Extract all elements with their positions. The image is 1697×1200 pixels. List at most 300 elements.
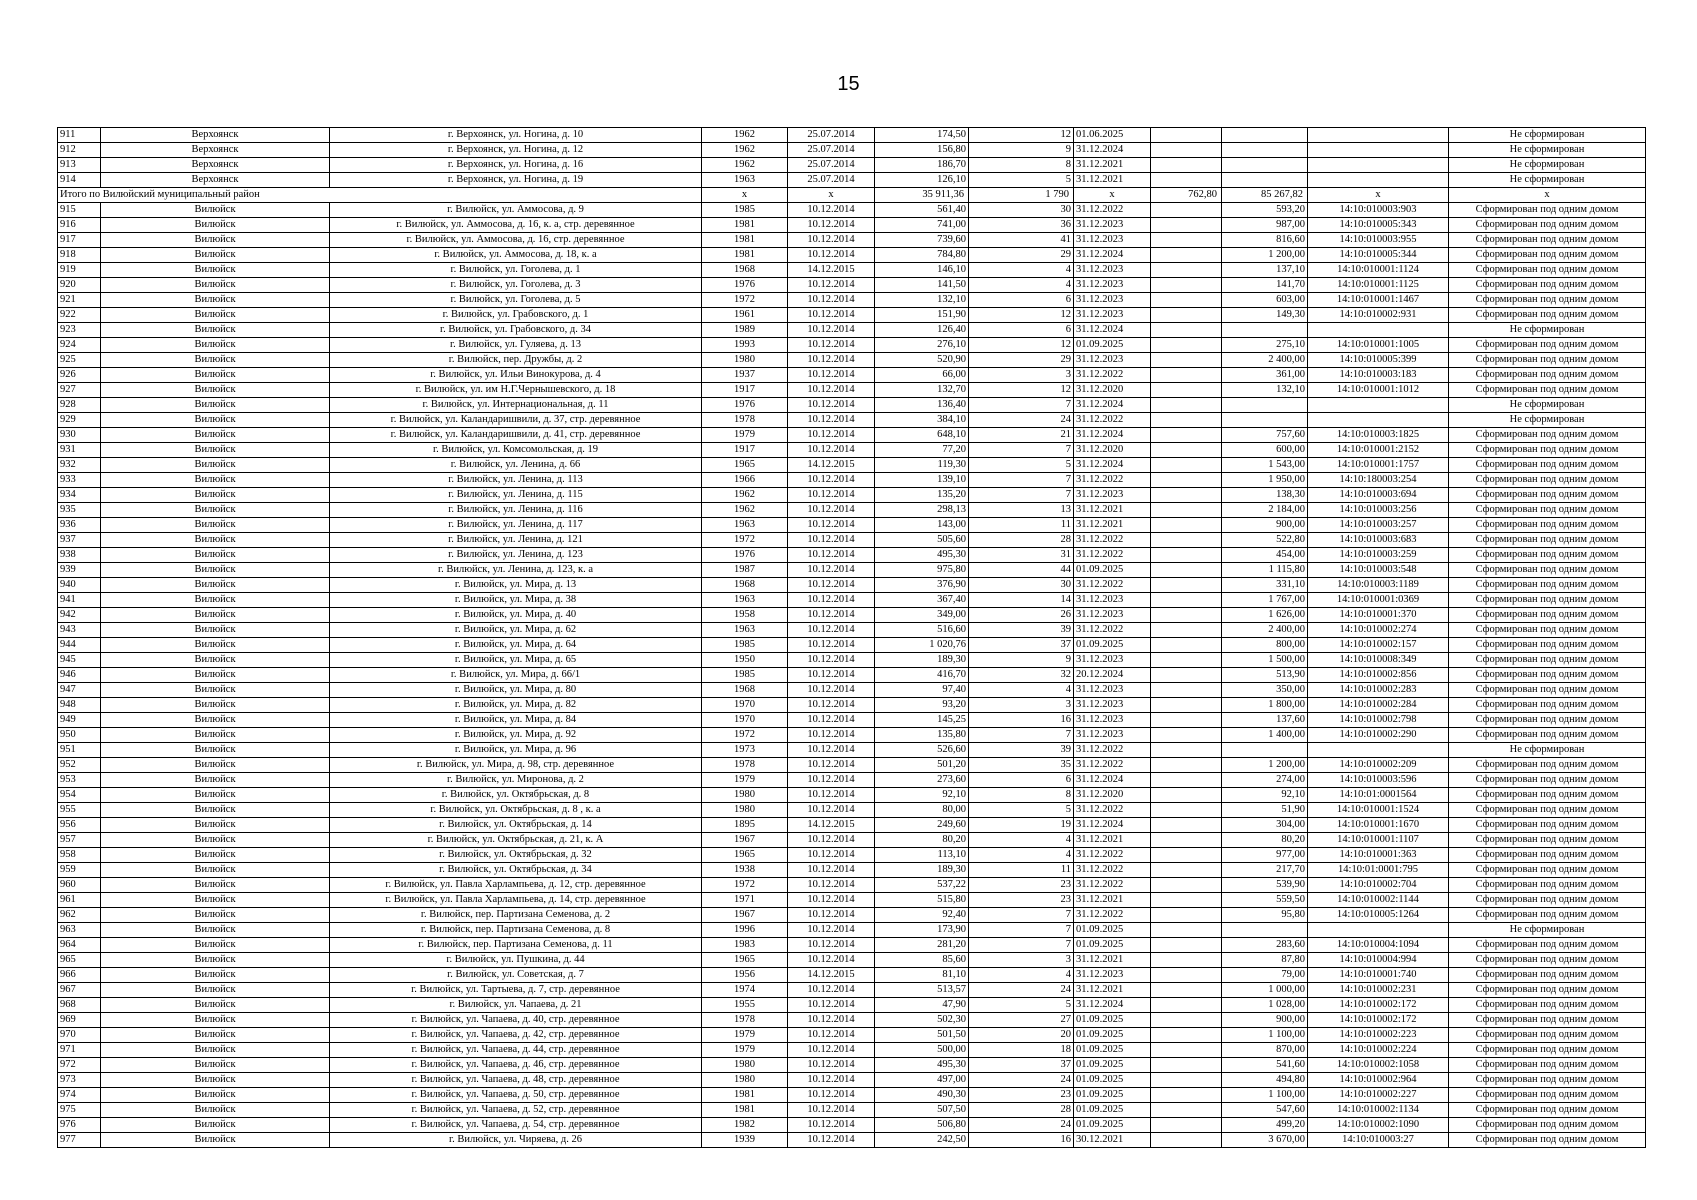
land-area-extra (1151, 1058, 1222, 1073)
year-built: 1895 (702, 818, 788, 833)
address: г. Вилюйск, ул. Комсомольская, д. 19 (330, 443, 702, 458)
year-built: 1981 (702, 248, 788, 263)
residents-count: 41 (969, 233, 1074, 248)
address: г. Вилюйск, ул. Чапаева, д. 44, стр. деревянное (330, 1043, 702, 1058)
address: г. Вилюйск, ул. Ленина, д. 123, к. а (330, 563, 702, 578)
land-status: Сформирован под одним домом (1449, 263, 1646, 278)
land-area-extra (1151, 503, 1222, 518)
land-area (1222, 128, 1308, 143)
row-number: 965 (58, 953, 101, 968)
year-built: 1979 (702, 1043, 788, 1058)
residents-count: 20 (969, 1028, 1074, 1043)
area: 416,70 (875, 668, 969, 683)
area: 92,10 (875, 788, 969, 803)
table-row (58, 953, 1646, 968)
year-built: 1962 (702, 488, 788, 503)
address: г. Вилюйск, ул. Аммосова, д. 16, стр. деревянное (330, 233, 702, 248)
table-row (58, 398, 1646, 413)
land-area: 1 543,00 (1222, 458, 1308, 473)
address: г. Вилюйск, ул. Мира, д. 66/1 (330, 668, 702, 683)
land-area-extra (1151, 863, 1222, 878)
land-status: Сформирован под одним домом (1449, 338, 1646, 353)
residents-count: 12 (969, 128, 1074, 143)
address: г. Вилюйск, ул. Ленина, д. 116 (330, 503, 702, 518)
table-row (58, 938, 1646, 953)
recognition-date: 10.12.2014 (788, 683, 875, 698)
table-row (58, 308, 1646, 323)
locality: Вилюйск (101, 593, 330, 608)
recognition-date: 10.12.2014 (788, 1103, 875, 1118)
land-status: Сформирован под одним домом (1449, 878, 1646, 893)
cadastral-number: 14:10:010005:1264 (1308, 908, 1449, 923)
address: г. Вилюйск, ул. Чиряева, д. 26 (330, 1133, 702, 1148)
cadastral-number: 14:10:010005:399 (1308, 353, 1449, 368)
residents-count: 36 (969, 218, 1074, 233)
address: г. Вилюйск, ул. Чапаева, д. 21 (330, 998, 702, 1013)
row-number: 938 (58, 548, 101, 563)
recognition-date: 10.12.2014 (788, 908, 875, 923)
area: 242,50 (875, 1133, 969, 1148)
cadastral-number: 14:10:010002:223 (1308, 1028, 1449, 1043)
table-row (58, 833, 1646, 848)
residents-count: 28 (969, 533, 1074, 548)
row-number: 947 (58, 683, 101, 698)
resettlement-deadline: 31.12.2023 (1074, 713, 1151, 728)
table-row (58, 608, 1646, 623)
table-row (58, 773, 1646, 788)
residents-count: 30 (969, 578, 1074, 593)
row-number: 959 (58, 863, 101, 878)
cadastral-number: 14:10:010001:1012 (1308, 383, 1449, 398)
residents-count: 24 (969, 1073, 1074, 1088)
table-row (58, 443, 1646, 458)
table-row (58, 893, 1646, 908)
recognition-date: 14.12.2015 (788, 968, 875, 983)
locality: Вилюйск (101, 563, 330, 578)
recognition-date: 10.12.2014 (788, 518, 875, 533)
recognition-date: 10.12.2014 (788, 278, 875, 293)
locality: Вилюйск (101, 413, 330, 428)
address: г. Вилюйск, ул. Октябрьская, д. 32 (330, 848, 702, 863)
cadastral-number: 14:10:010003:694 (1308, 488, 1449, 503)
resettlement-deadline: 01.09.2025 (1074, 923, 1151, 938)
resettlement-deadline: 31.12.2022 (1074, 803, 1151, 818)
land-area-extra (1151, 623, 1222, 638)
cadastral-number: 14:10:010002:290 (1308, 728, 1449, 743)
land-status: Сформирован под одним домом (1449, 533, 1646, 548)
locality: Вилюйск (101, 488, 330, 503)
locality: Вилюйск (101, 548, 330, 563)
row-number: 972 (58, 1058, 101, 1073)
address: г. Вилюйск, ул. Октябрьская, д. 8 , к. а (330, 803, 702, 818)
land-area: 1 028,00 (1222, 998, 1308, 1013)
recognition-date: 10.12.2014 (788, 1118, 875, 1133)
cadastral-number: 14:10:010003:596 (1308, 773, 1449, 788)
land-area: 51,90 (1222, 803, 1308, 818)
locality: Вилюйск (101, 1058, 330, 1073)
year-built: 1917 (702, 383, 788, 398)
resettlement-deadline: 31.12.2020 (1074, 788, 1151, 803)
locality: Вилюйск (101, 263, 330, 278)
resettlement-deadline: 30.12.2021 (1074, 1133, 1151, 1148)
total-area: 35 911,36 (875, 188, 969, 203)
recognition-date: 10.12.2014 (788, 833, 875, 848)
year-built: 1968 (702, 578, 788, 593)
address: г. Вилюйск, ул. Мира, д. 38 (330, 593, 702, 608)
land-area: 283,60 (1222, 938, 1308, 953)
area: 132,70 (875, 383, 969, 398)
locality: Вилюйск (101, 953, 330, 968)
area: 119,30 (875, 458, 969, 473)
land-area: 141,70 (1222, 278, 1308, 293)
table-row (58, 593, 1646, 608)
land-area-extra (1151, 398, 1222, 413)
table-row (58, 203, 1646, 218)
locality: Вилюйск (101, 323, 330, 338)
year-built: 1972 (702, 293, 788, 308)
resettlement-deadline: 31.12.2023 (1074, 488, 1151, 503)
resettlement-deadline: 31.12.2021 (1074, 893, 1151, 908)
cadastral-number: 14:10:010002:231 (1308, 983, 1449, 998)
row-number: 971 (58, 1043, 101, 1058)
land-status: Сформирован под одним домом (1449, 968, 1646, 983)
year-built: 1965 (702, 848, 788, 863)
residents-count: 39 (969, 623, 1074, 638)
residents-count: 37 (969, 638, 1074, 653)
land-status: Сформирован под одним домом (1449, 578, 1646, 593)
area: 135,20 (875, 488, 969, 503)
year-built: 1962 (702, 158, 788, 173)
address: г. Вилюйск, ул. Октябрьская, д. 8 (330, 788, 702, 803)
year-built: 1972 (702, 533, 788, 548)
row-number: 952 (58, 758, 101, 773)
year-built: 1938 (702, 863, 788, 878)
year-built: 1976 (702, 548, 788, 563)
land-area (1222, 173, 1308, 188)
cadastral-number: 14:10:010002:172 (1308, 1013, 1449, 1028)
address: г. Вилюйск, ул. Мира, д. 96 (330, 743, 702, 758)
address: г. Вилюйск, ул. Чапаева, д. 46, стр. деревянное (330, 1058, 702, 1073)
year-built: 1950 (702, 653, 788, 668)
resettlement-deadline: 01.09.2025 (1074, 1028, 1151, 1043)
land-area-extra (1151, 323, 1222, 338)
cadastral-number: 14:10:010005:343 (1308, 218, 1449, 233)
area: 145,25 (875, 713, 969, 728)
land-area: 275,10 (1222, 338, 1308, 353)
residents-count: 35 (969, 758, 1074, 773)
cadastral-number: 14:10:010004:1094 (1308, 938, 1449, 953)
land-area (1222, 143, 1308, 158)
area: 186,70 (875, 158, 969, 173)
residents-count: 23 (969, 1088, 1074, 1103)
cadastral-number: 14:10:010002:704 (1308, 878, 1449, 893)
address: г. Вилюйск, ул. Чапаева, д. 50, стр. деревянное (330, 1088, 702, 1103)
land-status: Сформирован под одним домом (1449, 728, 1646, 743)
year-built: 1982 (702, 1118, 788, 1133)
area: 93,20 (875, 698, 969, 713)
area: 80,00 (875, 803, 969, 818)
address: г. Вилюйск, ул. Ильи Винокурова, д. 4 (330, 368, 702, 383)
resettlement-deadline: 31.12.2022 (1074, 848, 1151, 863)
total-status: x (1449, 188, 1646, 203)
year-built: 1985 (702, 668, 788, 683)
land-area: 1 000,00 (1222, 983, 1308, 998)
residents-count: 7 (969, 398, 1074, 413)
locality: Вилюйск (101, 458, 330, 473)
resettlement-deadline: 31.12.2022 (1074, 743, 1151, 758)
resettlement-deadline: 31.12.2023 (1074, 593, 1151, 608)
cadastral-number: 14:10:010003:903 (1308, 203, 1449, 218)
table-row (58, 863, 1646, 878)
land-status: Сформирован под одним домом (1449, 758, 1646, 773)
cadastral-number: 14:10:010001:1670 (1308, 818, 1449, 833)
area: 132,10 (875, 293, 969, 308)
cadastral-number: 14:10:010002:172 (1308, 998, 1449, 1013)
land-area: 593,20 (1222, 203, 1308, 218)
land-status: Сформирован под одним домом (1449, 1088, 1646, 1103)
row-number: 970 (58, 1028, 101, 1043)
address: г. Вилюйск, ул. Аммосова, д. 16, к. а, стр. деревянное (330, 218, 702, 233)
area: 501,50 (875, 1028, 969, 1043)
land-area: 2 184,00 (1222, 503, 1308, 518)
row-number: 950 (58, 728, 101, 743)
cadastral-number: 14:10:010002:157 (1308, 638, 1449, 653)
year-built: 1972 (702, 878, 788, 893)
year-built: 1963 (702, 173, 788, 188)
residents-count: 19 (969, 818, 1074, 833)
table-row (58, 848, 1646, 863)
cadastral-number: 14:10:010002:224 (1308, 1043, 1449, 1058)
address: г. Вилюйск, ул. Аммосова, д. 18, к. а (330, 248, 702, 263)
address: г. Вилюйск, ул. Чапаева, д. 40, стр. деревянное (330, 1013, 702, 1028)
row-number: 930 (58, 428, 101, 443)
row-number: 943 (58, 623, 101, 638)
cadastral-number: 14:10:010001:370 (1308, 608, 1449, 623)
locality: Вилюйск (101, 998, 330, 1013)
land-area-extra (1151, 1133, 1222, 1148)
year-built: 1962 (702, 503, 788, 518)
land-area: 1 500,00 (1222, 653, 1308, 668)
row-number: 945 (58, 653, 101, 668)
table-row (58, 743, 1646, 758)
residents-count: 5 (969, 803, 1074, 818)
cadastral-number: 14:10:010002:798 (1308, 713, 1449, 728)
total-year: x (702, 188, 788, 203)
row-number: 918 (58, 248, 101, 263)
residents-count: 30 (969, 203, 1074, 218)
land-area-extra (1151, 593, 1222, 608)
locality: Вилюйск (101, 1013, 330, 1028)
cadastral-number: 14:10:010003:27 (1308, 1133, 1449, 1148)
area: 126,40 (875, 323, 969, 338)
year-built: 1981 (702, 218, 788, 233)
year-built: 1996 (702, 923, 788, 938)
land-area: 1 767,00 (1222, 593, 1308, 608)
year-built: 1955 (702, 998, 788, 1013)
land-area-extra (1151, 443, 1222, 458)
cadastral-number: 14:10:010001:1124 (1308, 263, 1449, 278)
land-area-extra (1151, 293, 1222, 308)
table-row (58, 323, 1646, 338)
land-area: 977,00 (1222, 848, 1308, 863)
land-status: Не сформирован (1449, 128, 1646, 143)
table-row (58, 1013, 1646, 1028)
land-area: 900,00 (1222, 1013, 1308, 1028)
address: г. Вилюйск, ул. Чапаева, д. 52, стр. деревянное (330, 1103, 702, 1118)
locality: Вилюйск (101, 398, 330, 413)
cadastral-number: 14:10:010003:1825 (1308, 428, 1449, 443)
table-row (58, 1133, 1646, 1148)
address: г. Вилюйск, ул. Мира, д. 62 (330, 623, 702, 638)
area: 139,10 (875, 473, 969, 488)
land-status: Сформирован под одним домом (1449, 518, 1646, 533)
locality: Вилюйск (101, 668, 330, 683)
resettlement-deadline: 01.09.2025 (1074, 638, 1151, 653)
table-row (58, 158, 1646, 173)
row-number: 919 (58, 263, 101, 278)
land-area-extra (1151, 908, 1222, 923)
row-number: 926 (58, 368, 101, 383)
row-number: 929 (58, 413, 101, 428)
land-area-extra (1151, 548, 1222, 563)
address: г. Вилюйск, ул. Чапаева, д. 54, стр. деревянное (330, 1118, 702, 1133)
row-number: 934 (58, 488, 101, 503)
area: 741,00 (875, 218, 969, 233)
residents-count: 9 (969, 143, 1074, 158)
land-area: 79,00 (1222, 968, 1308, 983)
table-row (58, 1028, 1646, 1043)
row-number: 921 (58, 293, 101, 308)
residents-count: 32 (969, 668, 1074, 683)
resettlement-deadline: 31.12.2023 (1074, 308, 1151, 323)
residents-count: 8 (969, 788, 1074, 803)
area: 515,80 (875, 893, 969, 908)
row-number: 944 (58, 638, 101, 653)
residents-count: 5 (969, 998, 1074, 1013)
recognition-date: 14.12.2015 (788, 458, 875, 473)
recognition-date: 10.12.2014 (788, 623, 875, 638)
land-status: Сформирован под одним домом (1449, 203, 1646, 218)
table-row (58, 143, 1646, 158)
residents-count: 3 (969, 368, 1074, 383)
year-built: 1961 (702, 308, 788, 323)
land-status: Сформирован под одним домом (1449, 683, 1646, 698)
cadastral-number: 14:10:010001:0369 (1308, 593, 1449, 608)
resettlement-deadline: 31.12.2023 (1074, 293, 1151, 308)
address: г. Вилюйск, ул. Чапаева, д. 42, стр. деревянное (330, 1028, 702, 1043)
area: 384,10 (875, 413, 969, 428)
table-row (58, 998, 1646, 1013)
land-status: Сформирован под одним домом (1449, 1043, 1646, 1058)
residents-count: 16 (969, 713, 1074, 728)
year-built: 1989 (702, 323, 788, 338)
recognition-date: 25.07.2014 (788, 143, 875, 158)
cadastral-number: 14:10:010004:994 (1308, 953, 1449, 968)
row-number: 955 (58, 803, 101, 818)
recognition-date: 10.12.2014 (788, 503, 875, 518)
address: г. Вилюйск, ул. Мира, д. 98, стр. деревянное (330, 758, 702, 773)
address: г. Вилюйск, ул. Гоголева, д. 5 (330, 293, 702, 308)
row-number: 928 (58, 398, 101, 413)
land-area-extra (1151, 998, 1222, 1013)
housing-registry-table (57, 127, 1646, 1148)
recognition-date: 10.12.2014 (788, 428, 875, 443)
row-number: 953 (58, 773, 101, 788)
land-area: 1 800,00 (1222, 698, 1308, 713)
land-area-extra (1151, 1043, 1222, 1058)
resettlement-deadline: 31.12.2024 (1074, 398, 1151, 413)
table-row (58, 128, 1646, 143)
land-area-extra (1151, 638, 1222, 653)
address: г. Вилюйск, ул. Октябрьская, д. 21, к. А (330, 833, 702, 848)
year-built: 1978 (702, 413, 788, 428)
row-number: 956 (58, 818, 101, 833)
resettlement-deadline: 31.12.2022 (1074, 413, 1151, 428)
land-area: 1 200,00 (1222, 758, 1308, 773)
table-row (58, 218, 1646, 233)
land-area-extra (1151, 173, 1222, 188)
cadastral-number: 14:10:010003:955 (1308, 233, 1449, 248)
cadastral-number: 14:10:010002:284 (1308, 698, 1449, 713)
recognition-date: 10.12.2014 (788, 398, 875, 413)
resettlement-deadline: 31.12.2023 (1074, 683, 1151, 698)
locality: Вилюйск (101, 608, 330, 623)
cadastral-number: 14:10:010001:1125 (1308, 278, 1449, 293)
land-status: Сформирован под одним домом (1449, 608, 1646, 623)
residents-count: 7 (969, 443, 1074, 458)
row-number: 976 (58, 1118, 101, 1133)
year-built: 1939 (702, 1133, 788, 1148)
cadastral-number (1308, 923, 1449, 938)
resettlement-deadline: 01.09.2025 (1074, 938, 1151, 953)
table-row (58, 1058, 1646, 1073)
address: г. Вилюйск, ул. Мира, д. 84 (330, 713, 702, 728)
recognition-date: 10.12.2014 (788, 1043, 875, 1058)
year-built: 1968 (702, 683, 788, 698)
year-built: 1958 (702, 608, 788, 623)
land-area-extra (1151, 1118, 1222, 1133)
row-number: 968 (58, 998, 101, 1013)
resettlement-deadline: 31.12.2022 (1074, 533, 1151, 548)
residents-count: 31 (969, 548, 1074, 563)
locality: Вилюйск (101, 683, 330, 698)
land-area: 217,70 (1222, 863, 1308, 878)
cadastral-number: 14:10:010001:1467 (1308, 293, 1449, 308)
locality: Вилюйск (101, 368, 330, 383)
recognition-date: 10.12.2014 (788, 1028, 875, 1043)
resettlement-deadline: 31.12.2021 (1074, 518, 1151, 533)
locality: Вилюйск (101, 698, 330, 713)
address: г. Вилюйск, ул. Ленина, д. 117 (330, 518, 702, 533)
recognition-date: 10.12.2014 (788, 488, 875, 503)
resettlement-deadline: 31.12.2023 (1074, 968, 1151, 983)
recognition-date: 10.12.2014 (788, 248, 875, 263)
table-row (58, 368, 1646, 383)
address: г. Вилюйск, пер. Партизана Семенова, д. 2 (330, 908, 702, 923)
locality: Вилюйск (101, 248, 330, 263)
land-area-extra (1151, 578, 1222, 593)
year-built: 1956 (702, 968, 788, 983)
address: г. Вилюйск, ул. Ленина, д. 123 (330, 548, 702, 563)
resettlement-deadline: 31.12.2024 (1074, 248, 1151, 263)
row-number: 914 (58, 173, 101, 188)
table-row (58, 578, 1646, 593)
table-row (58, 503, 1646, 518)
residents-count: 4 (969, 968, 1074, 983)
year-built: 1993 (702, 338, 788, 353)
residents-count: 11 (969, 518, 1074, 533)
land-status: Сформирован под одним домом (1449, 1058, 1646, 1073)
